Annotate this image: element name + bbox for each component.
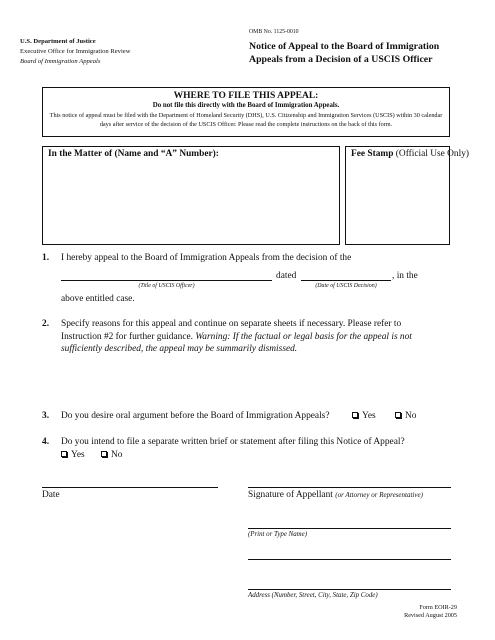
q4-text: Do you intend to file a separate written brief or statement after filing this Notice of Appeal? xyxy=(61,437,405,447)
q1-text: I hereby appeal to the Board of Immigration Appeals from the decision of the xyxy=(61,253,352,263)
form-revision: Revised August 2005 xyxy=(404,612,457,619)
q3-yes-label: Yes xyxy=(362,411,376,421)
q2-line-3: sufficiently described, the appeal may be summarily dismissed. xyxy=(61,344,298,354)
form-number xyxy=(404,604,457,620)
signature-label-text: Signature of Appellant xyxy=(248,490,333,500)
signature-label xyxy=(248,490,423,500)
agency-office: Executive Office for Immigration Review xyxy=(20,48,131,55)
q3-no-option[interactable] xyxy=(395,410,416,423)
reasons-field[interactable] xyxy=(61,360,451,405)
q4-yes-option[interactable] xyxy=(61,449,85,462)
q2-line-1: Specify reasons for this appeal and continue on separate sheets if necessary. Please refer to xyxy=(61,319,402,329)
omb-number: OMB No. 1125-0010 xyxy=(249,29,299,35)
q4-no-label: No xyxy=(111,450,123,460)
agency-board: Board of Immigration Appeals xyxy=(20,58,101,65)
q2-number: 2. xyxy=(42,319,50,329)
agency-block xyxy=(20,37,130,67)
q3-yes-checkbox[interactable] xyxy=(352,412,358,418)
q3-text: Do you desire oral argument before the Board of Immigration Appeals? xyxy=(61,411,330,421)
decision-date-line[interactable] xyxy=(301,280,391,281)
decision-date-caption: (Date of USCIS Decision) xyxy=(315,283,377,289)
form-title-line-1: Notice of Appeal to the Board of Immigration xyxy=(249,41,440,52)
officer-title-line[interactable] xyxy=(61,280,272,281)
q3-no-checkbox[interactable] xyxy=(395,412,401,418)
signature-note: (or Attorney or Representative) xyxy=(335,491,423,499)
where-to-file-box xyxy=(42,87,450,137)
q4-no-option[interactable] xyxy=(101,449,122,462)
q2-line-2a: Instruction #2 for further guidance. xyxy=(61,331,193,342)
fee-label xyxy=(346,147,470,161)
date-line[interactable] xyxy=(42,487,218,488)
q3-number: 3. xyxy=(42,411,50,421)
fee-label-bold: Fee Stamp xyxy=(351,149,394,159)
q3-no-label: No xyxy=(405,411,417,421)
form-title xyxy=(249,41,474,66)
where-heading: WHERE TO FILE THIS APPEAL: xyxy=(173,91,319,101)
q4-no-checkbox[interactable] xyxy=(101,451,107,457)
signature-line[interactable] xyxy=(248,487,451,488)
q1-number: 1. xyxy=(42,253,50,263)
address-line-2[interactable] xyxy=(248,589,451,590)
officer-title-caption: (Title of USCIS Officer) xyxy=(138,283,195,289)
matter-field[interactable] xyxy=(42,146,340,245)
question-1 xyxy=(42,252,351,265)
q4-yes-checkbox[interactable] xyxy=(61,451,67,457)
where-paragraph: This notice of appeal must be filed with the Department of Homeland Security (DHS), U.S. Citizenship and Immigration Services (USCIS) within 30 calendar days after service of the decision of the USCIS Officer. Please read the complete instructions on the back of this form. xyxy=(49,112,443,128)
agency-department: U.S. Department of Justice xyxy=(20,38,96,45)
question-2 xyxy=(42,318,472,356)
q1-tail: above entitled case. xyxy=(61,294,135,304)
print-name-line[interactable] xyxy=(248,528,451,529)
q1-in-the: , in the xyxy=(392,271,418,281)
q4-yes-label: Yes xyxy=(71,450,85,460)
fee-label-note: (Official Use Only) xyxy=(395,149,470,159)
q1-dated: dated xyxy=(276,271,297,281)
question-3 xyxy=(42,410,330,423)
fee-stamp-box xyxy=(345,146,470,245)
matter-label: In the Matter of (Name and “A” Number): xyxy=(48,149,219,159)
where-subheading: Do not file this directly with the Board of Immigration Appeals. xyxy=(152,102,340,109)
question-4 xyxy=(42,436,405,449)
address-line-1[interactable] xyxy=(248,559,451,560)
address-caption: Address (Number, Street, City, State, Zip Code) xyxy=(248,592,378,599)
q2-warning: Warning: If the factual or legal basis for the appeal is not xyxy=(195,331,412,342)
form-number-text: Form EOIR-29 xyxy=(419,604,457,611)
date-label: Date xyxy=(42,490,60,500)
form-title-line-2: Appeals from a Decision of a USCIS Officer xyxy=(249,53,433,65)
print-name-caption: (Print or Type Name) xyxy=(248,531,308,538)
q4-number: 4. xyxy=(42,437,50,447)
q3-yes-option[interactable] xyxy=(352,410,376,423)
